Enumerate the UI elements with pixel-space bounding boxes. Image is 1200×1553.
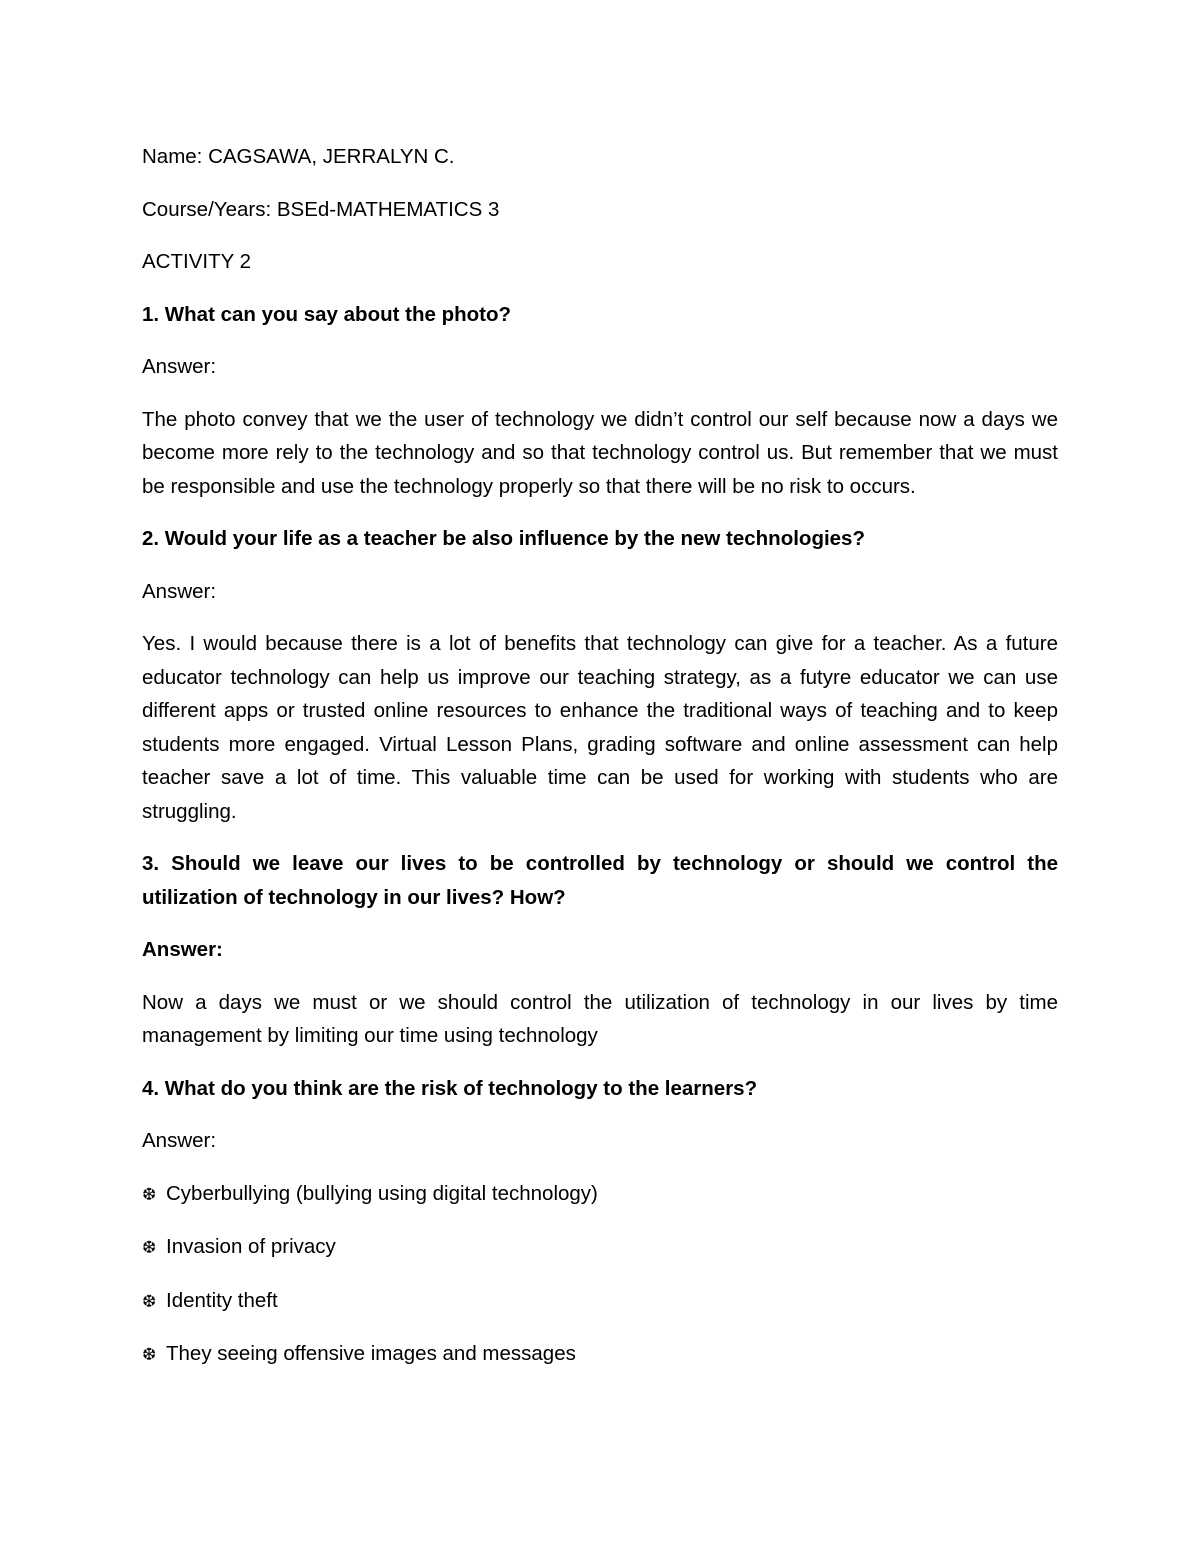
snowflake-bullet-icon: ❆ xyxy=(142,1291,157,1311)
answer-2: Yes. I would because there is a lot of benefits that technology can give for a teacher. As a future educator technology can help us improve our teaching strategy, as a futyre educator we can use different apps or trusted online resources to enhance the traditional ways of teaching and to keep students more engaged. Virtual Lesson Plans, grading software and online assessment can help teacher save a lot of time. This valuable time can be used for working with students who are struggling. xyxy=(142,632,1058,823)
answer-label-1: Answer: xyxy=(142,355,217,378)
activity-title: ACTIVITY 2 xyxy=(142,250,251,273)
list-item xyxy=(142,1177,1058,1212)
list-item-text: They seeing offensive images and messages xyxy=(166,1342,576,1365)
answer-label-2: Answer: xyxy=(142,579,217,603)
list-item xyxy=(142,1230,1058,1265)
snowflake-bullet-icon: ❆ xyxy=(142,1345,157,1364)
answer-1: The photo convey that we the user of technology we didn’t control our self because now a days we become more rely to the technology and so that technology control us. But remember that we must be responsible and use the technology properly so that there will be no risk to occurs. xyxy=(142,407,1058,498)
document-body xyxy=(142,140,1058,1391)
snowflake-bullet-icon: ❆ xyxy=(142,1184,157,1204)
list-item-text: Identity theft xyxy=(166,1288,278,1312)
list-item xyxy=(142,1284,1058,1319)
question-4: 4. What do you think are the risk of technology to the learners? xyxy=(142,1076,758,1100)
question-1: 1. What can you say about the photo? xyxy=(142,302,512,326)
course-years: Course/Years: BSEd-MATHEMATICS 3 xyxy=(142,197,500,221)
list-item xyxy=(142,1337,1058,1372)
question-2: 2. Would your life as a teacher be also influence by the new technologies? xyxy=(142,527,865,550)
list-item-text: Invasion of privacy xyxy=(166,1235,336,1258)
answer-3: Now a days we must or we should control the utilization of technology in our lives by time management by limiting our time using technology xyxy=(142,990,1058,1047)
answer-label-3: Answer: xyxy=(142,938,223,961)
answer-label-4: Answer: xyxy=(142,1129,217,1152)
question-3: 3. Should we leave our lives to be controlled by technology or should we control the utilization of technology in our lives? How? xyxy=(142,852,1058,909)
list-item-text: Cyberbullying (bullying using digital technology) xyxy=(166,1181,598,1205)
snowflake-bullet-icon: ❆ xyxy=(142,1238,157,1257)
student-name: Name: CAGSAWA, JERRALYN C. xyxy=(142,145,455,168)
